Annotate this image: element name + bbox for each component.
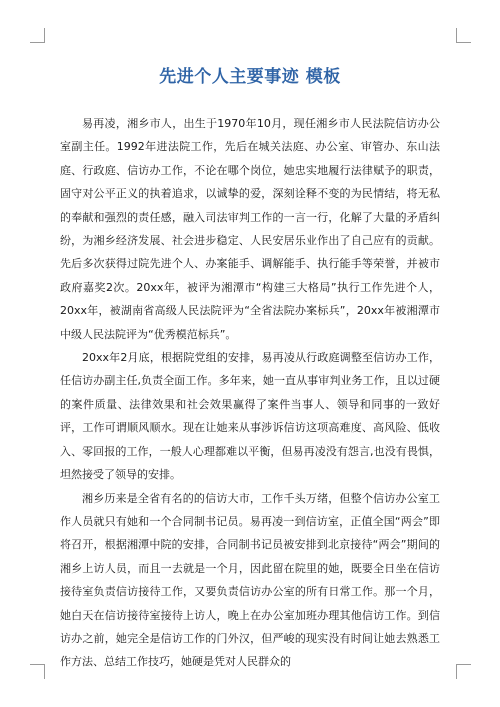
crop-mark-bottom-right <box>456 664 471 679</box>
crop-mark-bottom-left <box>30 664 45 679</box>
document-title: 先进个人主要事迹 模板 <box>159 67 341 87</box>
paragraph-1: 易再凌，湘乡市人，出生于1970年10月，现任湘乡市人民法院信访办公室副主任。1992年进法院工作，先后在城关法庭、办公室、审管办、东山法庭、行政庭、信访办工作，不论在哪个岗位，她忠实地履行法律赋予的职责，固守对公平正义的执着追求，以诚挚的爱，深刻诠释不变的为民情结，将无私的奉献和强烈的责任感，融入司法审判工作的一言一行，化解了大量的矛盾纠纷，为湘乡经济发展、社会进步稳定、人民安居乐业作出了自己应有的贡献。先后多次获得过院先进个人、办案能手、调解能手、执行能手等荣誉，并被市政府嘉奖2次。20xx年，被评为湘潭市“构建三大格局”执行工作先进个人，20xx年，被湖南省高级人民法院评为“全省法院办案标兵”，20xx年被湘潭市中级人民法院评为“优秀模范标兵”。 <box>60 117 440 341</box>
crop-mark-top-right <box>456 28 471 43</box>
crop-mark-top-left <box>30 28 45 43</box>
paragraph-3: 湘乡历来是全省有名的的信访大市，工作千头万绪，但整个信访办公室工作人员就只有她和一个合同制书记员。易再凌一到信访室，正值全国“两会”即将召开，根据湘潭中院的安排，合同制书记员被安排到北京接待“两会”期间的湘乡上访人员，而且一去就是一个月，因此留在院里的她，既要全日坐在信访接待室负责信访接待工作，又要负责信访办公室的所有日常工作。那一个月，她白天在信访接待室接待上访人，晚上在办公室加班办理其他信访工作。到信访办之前，她完全是信访工作的门外汉，但严峻的现实没有时间让她去熟悉工作方法、总结工作技巧，她硬是凭对人民群众的 <box>60 491 440 669</box>
paragraph-2: 20xx年2月底，根据院党组的安排，易再凌从行政庭调整至信访办工作，任信访办副主任,负责全面工作。多年来，她一直从事审判业务工作，且以过硬的案件质量、法律效果和社会效果赢得了案件当事人、领导和同事的一致好评，工作可谓顺风顺水。现在让她来从事涉诉信访这项高难度、高风险、低收入、零回报的工作，一般人心理都难以平衡，但易再凌没有怨言,也没有畏惧，坦然接受了领导的安排。 <box>60 351 440 482</box>
document-body <box>60 112 440 674</box>
